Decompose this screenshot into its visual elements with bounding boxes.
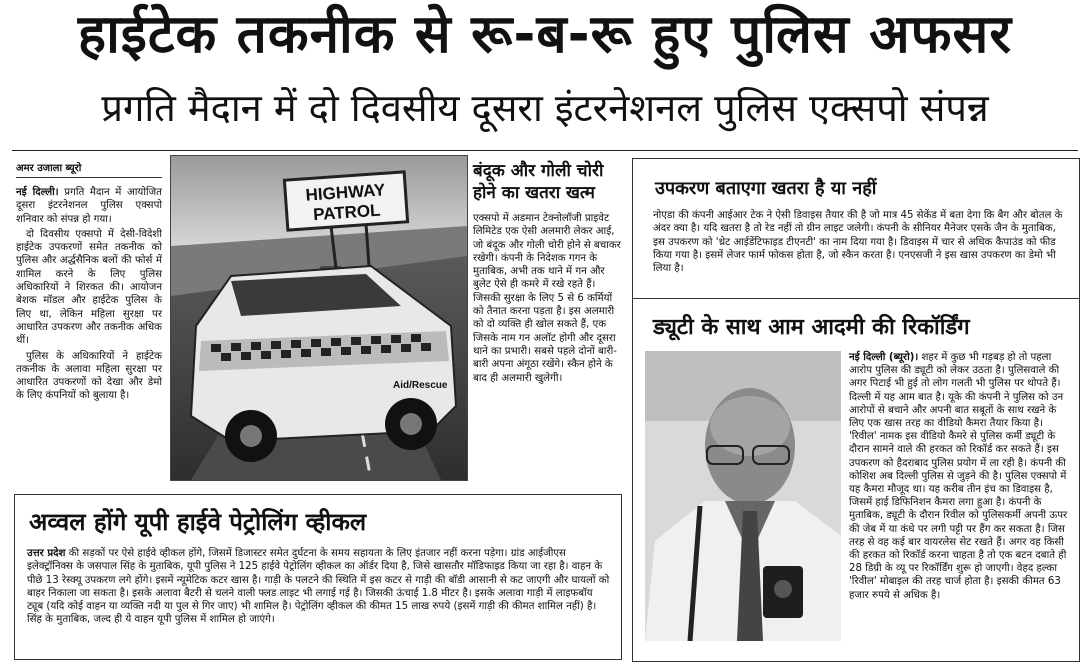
upi-box — [14, 494, 622, 660]
upi-text: की सड़कों पर ऐसे हाईवे व्हीकल होंगे, जिसमें डिजास्टर समेत दुर्घटना के समय सहायता के लिए इंतजार नहीं करना पड़ेगा। ग्रांड आईजीएस इलेक्ट्रॉनिक्स के जसपाल सिंह के मुताबिक, यूपी पुलिस ने 125 हाईवे पेट्रोलिंग व्हीकल का ऑर्डर दिया है, जिसे खासतौर मॉडिफाइड किया जा रहा है। वाहन के पीछे 13 रेस्क्यू उपकरण लगे होंगे। इसमें न्यूमेटिक कटर खास है। गाड़ी के पलटने की स्थिति में इस कटर से गाड़ी की बॉडी आसानी से कट जाएगी और घायलों को बाहर निकाला जा सकता है। इसके अलावा बैटरी से चलने वाली फ्लड लाइट भी लगाई गई है। जिसकी ऊंचाई 1.8 मीटर है। इसके अलावा गाड़ी में लाइफबॉय ट्यूब (यदि कोई वाहन या व्यक्ति नदी या पुल से गिर जाए) भी शामिल है। पेट्रोलिंग व्हीकल की कीमत 15 लाख रुपये (इसमें गाड़ी की कीमत शामिल नहीं) है। सिंह के मुताबिक, जल्द ही ये वाहन यूपी पुलिस में शामिल हो जाएंगे। — [27, 548, 610, 626]
main-headline: हाईटेक तकनीक से रू-ब-रू हुए पुलिस अफसर — [77, 4, 1013, 65]
vehicle-image — [171, 156, 467, 480]
upkaran-box — [632, 158, 1080, 300]
duty-title: ड्यूटी के साथ आम आदमी की रिकॉर्डिंग — [653, 315, 970, 340]
headline-divider — [12, 150, 1078, 151]
byline: अमर उजाला ब्यूरो — [16, 160, 162, 178]
duty-box — [632, 298, 1080, 662]
mid-article-body: एक्सपो में अडमान टेक्नोलॉजी प्राइवेट लिमिटेड एक ऐसी अलमारी लेकर आई, जो बंदूक और गोली चोरी होने से बचाकर रखेगी। कंपनी के निदेशक गगन के मुताबिक, अभी तक थाने में गन और बुलेट ऐसे ही कमरे में रखे रहते हैं। जिसकी सुरक्षा के लिए 5 से 6 कर्मियों को तैनात करना पड़ता है। इस अलमारी को दो व्यक्ति ही खोल सकते हैं, एक जिसके नाम गन अलॉट होगी और दूसरा थाने का प्रभारी। सबसे पहले दोनों बारी-बारी अपना अंगूठा रखेंगे। स्कैन होने के बाद ही अलमारी खुलेगी। — [473, 213, 621, 384]
left-paragraph-2: दो दिवसीय एक्सपो में देसी-विदेशी हाईटेक उपकरणों समेत तकनीक को पुलिस और अर्द्धसैनिक बलों की फोर्स में शामिल करने के लिए पुलिस अधिकारियों ने शिरकत की। आयोजन बेशक मॉडल और हाईटेक पुलिस के लिए था, लेकिन महिला सुरक्षा पर आधारित उपकरण और तकनीक अधिक थीं। — [16, 228, 162, 347]
sign-line-1: HIGHWAY — [305, 180, 386, 205]
upi-body — [27, 547, 611, 627]
officer-camera-photo — [645, 351, 841, 641]
left-paragraph-3: पुलिस के अधिकारियों ने हाईटेक तकनीक के अलावा महिला सुरक्षा पर आधारित उपकरणों को देखा और डेमो के लिए कंपनियों को बुलाया है। — [16, 350, 162, 402]
upi-dateline: उत्तर प्रदेश — [27, 548, 66, 559]
sign-line-2: PATROL — [312, 200, 382, 225]
left-article — [16, 160, 162, 405]
mid-article-title: बंदूक और गोली चोरी होने का खतरा खत्म — [473, 161, 604, 203]
duty-text: शहर में कुछ भी गड़बड़ हो तो पहला आरोप पुलिस की ड्यूटी को लेकर उठता है। पुलिसवाले की अगर पिटाई भी हुई तो लोग गलती भी पुलिस पर थोपते हैं। दिल्ली में यह आम बात है। यूके की कंपनी ने पुलिस को उन आरोपों से बचाने और अपनी बात सबूतों के साथ रखने के लिए एक खास तरह का वीडियो कैमरा तैयार किया है। 'रिवील' नामक इस वीडियो कैमरे से पुलिस कर्मी ड्यूटी के दौरान सामने वाले की हरकत को रिकॉर्ड कर सकते हैं। इस उपकरण को हैदराबाद पुलिस प्रयोग में ला रही है। कंपनी की कोशिश अब दिल्ली पुलिस से जुड़ने की है। पुलिस एक्सपो में यह कैमरा मौजूद था। यह करीब तीन इंच का डिवाइस है, जिसमें हाई डिफिनिशन कैमरा लगा हुआ है। कंपनी के मुताबिक, ड्यूटी के दौरान रिवील को पुलिसकर्मी अपनी ऊपर की जेब में या कंधे पर लगी पट्टी पर हैंग कर सकता है। जिस तरह से वह कई बार वायरलेस सेट रखते हैं। अगर वह किसी की हरकत को रिकॉर्ड करना चाहता है तो एक बटन दबाते ही 28 डिग्री के व्यू पर रिकॉर्डिंग शुरू हो जाएगी। वेहद हल्का 'रिवील' मोबाइल की तरह चार्ज होता है। इसकी कीमत 63 हजार रुपये से अधिक है। — [849, 352, 1068, 601]
upkaran-body: नोएडा की कंपनी आईआर टेक ने ऐसी डिवाइस तैयार की है जो मात्र 45 सेकेंड में बता देगा कि बैग और बोतल के अंदर क्या है। यदि खतरा है तो रेड नहीं तो ग्रीन लाइट जलेगी। कंपनी के सीनियर मैनेजर एसके जैन के मुताबिक, इस उपकरण को 'थ्रेट आईडेंटिफाइड टीएनटी' का नाम दिया गया है। डिवाइस में चार से अधिक कैपाउंड को फीड किया गया है। इसमें लेजर फार्म फोकस होता है, जो स्कैन करता है। एनएसजी ने इस खास उपकरण का डेमो भी लिया है। — [653, 210, 1063, 275]
upkaran-title: उपकरण बताएगा खतरा है या नहीं — [655, 178, 877, 199]
dateline: नई दिल्ली। — [16, 187, 59, 198]
left-article-body — [16, 186, 162, 403]
mid-article — [473, 160, 625, 385]
duty-dateline: नई दिल्ली (ब्यूरो)। — [849, 352, 919, 363]
door-text: Aid/Rescue — [393, 380, 448, 391]
left-paragraph-1: नई दिल्ली। प्रगति मैदान में आयोजित दूसरा इंटरनेशनल पुलिस एक्सपो शनिवार को संपन्न हो गया। — [16, 187, 162, 225]
sub-headline: प्रगति मैदान में दो दिवसीय दूसरा इंटरनेशनल पुलिस एक्सपो संपन्न — [101, 86, 989, 130]
officer-image — [645, 351, 841, 641]
upi-title: अव्वल होंगे यूपी हाईवे पेट्रोलिंग व्हीकल — [29, 508, 367, 536]
highway-patrol-photo — [170, 155, 468, 481]
duty-body — [849, 351, 1069, 602]
